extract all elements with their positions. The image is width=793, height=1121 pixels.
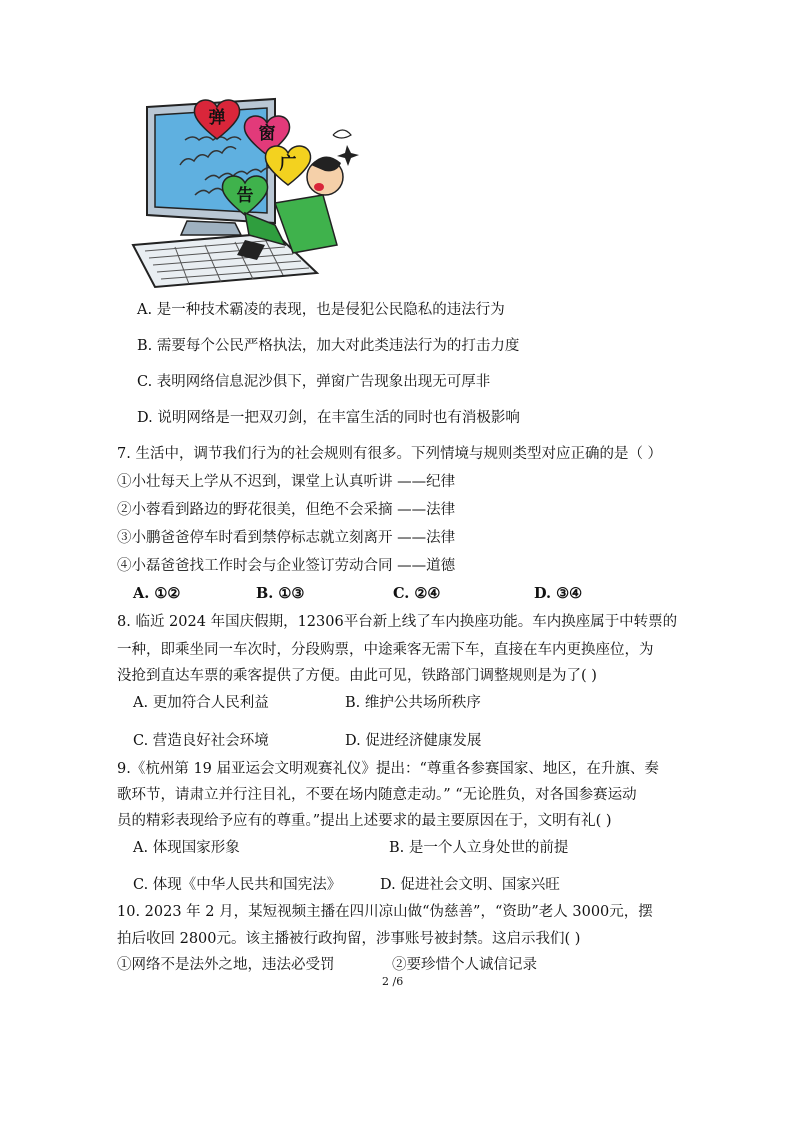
q9-option-b: B. 是一个人立身处世的前提 bbox=[389, 840, 569, 856]
q8-line-3: 没抢到直达车票的乘客提供了方便。由此可见，铁路部门调整规则是为了( ) bbox=[117, 668, 597, 684]
q7-item-4: ④小磊爸爸找工作时会与企业签订劳动合同 ——道德 bbox=[117, 558, 456, 574]
q8-line-1: 8. 临近 2024 年国庆假期，12306平台新上线了车内换座功能。车内换座属于中转票的 bbox=[117, 614, 678, 630]
q6-option-b: B. 需要每个公民严格执法，加大对此类违法行为的打击力度 bbox=[137, 338, 520, 354]
heart-char-guang: 广 bbox=[279, 154, 297, 174]
heart-char-gao: 告 bbox=[236, 186, 254, 206]
q8-option-d: D. 促进经济健康发展 bbox=[345, 733, 482, 749]
q10-line-1: 10. 2023 年 2 月，某短视频主播在四川凉山做“伪慈善”，“资助”老人 3000元，摆 bbox=[117, 904, 653, 920]
q10-item-2: ②要珍惜个人诚信记录 bbox=[392, 957, 537, 973]
q9-option-d: D. 促进社会文明、国家兴旺 bbox=[380, 877, 560, 893]
q9-option-a: A. 体现国家形象 bbox=[133, 840, 240, 856]
q7-option-b: B. ①③ bbox=[256, 585, 305, 602]
q9-line-3: 员的精彩表现给予应有的尊重。”提出上述要求的最主要原因在于，文明有礼( ) bbox=[117, 813, 612, 829]
q8-option-b: B. 维护公共场所秩序 bbox=[345, 695, 481, 711]
q7-stem: 7. 生活中，调节我们行为的社会规则有很多。下列情境与规则类型对应正确的是（ ） bbox=[117, 446, 663, 462]
q7-item-2: ②小蓉看到路边的野花很美，但绝不会采摘 ——法律 bbox=[117, 502, 456, 518]
q10-item-1: ①网络不是法外之地，违法必受罚 bbox=[117, 957, 335, 973]
q9-line-1: 9.《杭州第 19 届亚运会文明观赛礼仪》提出：“尊重各参赛国家、地区，在升旗、奏 bbox=[117, 761, 659, 777]
q7-option-c: C. ②④ bbox=[393, 585, 441, 602]
pop-up-ad-cartoon bbox=[125, 95, 370, 290]
q8-line-2: 一种，即乘坐同一车次时，分段购票，中途乘客无需下车，直接在车内更换座位，为 bbox=[117, 642, 654, 658]
q7-item-3: ③小鹏爸爸停车时看到禁停标志就立刻离开 ——法律 bbox=[117, 530, 456, 546]
q7-item-1: ①小壮每天上学从不迟到，课堂上认真听讲 ——纪律 bbox=[117, 474, 456, 490]
heart-char-tan: 弹 bbox=[208, 108, 226, 128]
q9-line-2: 歌环节，请肃立并行注目礼，不要在场内随意走动。” “无论胜负，对各国参赛运动 bbox=[117, 787, 637, 803]
heart-char-chuang: 窗 bbox=[258, 124, 276, 144]
page-number: 2 /6 bbox=[382, 975, 404, 988]
q7-option-a: A. ①② bbox=[133, 585, 181, 602]
q10-line-2: 拍后收回 2800元。该主播被行政拘留，涉事账号被封禁。这启示我们( ) bbox=[117, 931, 581, 947]
q9-option-c: C. 体现《中华人民共和国宪法》 bbox=[133, 877, 342, 893]
q8-option-a: A. 更加符合人民利益 bbox=[133, 695, 269, 711]
q6-option-c: C. 表明网络信息泥沙俱下，弹窗广告现象出现无可厚非 bbox=[137, 374, 491, 390]
q7-option-d: D. ③④ bbox=[534, 585, 583, 602]
q6-option-d: D. 说明网络是一把双刃剑，在丰富生活的同时也有消极影响 bbox=[137, 410, 520, 426]
q6-option-a: A. 是一种技术霸凌的表现，也是侵犯公民隐私的违法行为 bbox=[137, 302, 505, 318]
q8-option-c: C. 营造良好社会环境 bbox=[133, 733, 269, 749]
